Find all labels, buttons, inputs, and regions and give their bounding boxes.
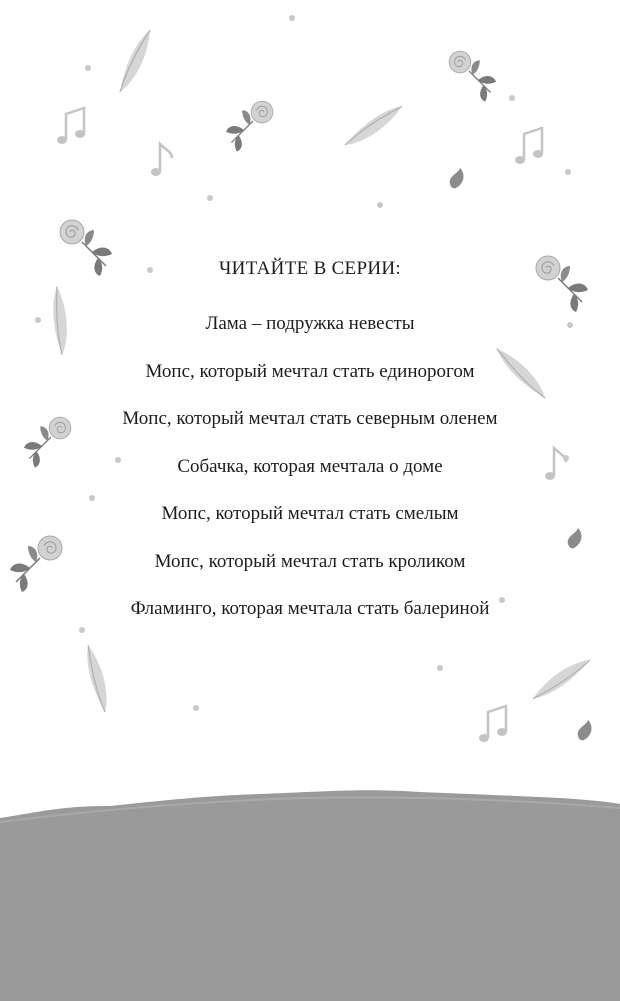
book-title: Мопс, который мечтал стать кроликом <box>154 550 466 572</box>
book-title: Мопс, который мечтал стать единорогом <box>145 360 475 382</box>
book-title: Мопс, который мечтал стать смелым <box>161 503 459 524</box>
book-title: Лама – подружка невесты <box>205 313 415 334</box>
series-list-section <box>0 258 620 647</box>
page-title: ЧИТАЙТЕ В СЕРИИ: <box>219 258 401 279</box>
book-title: Собачка, которая мечтала о доме <box>177 455 443 477</box>
book-title: Фламинго, которая мечтала стать балериной <box>130 598 490 619</box>
book-list <box>0 314 620 647</box>
book-title: Мопс, который мечтал стать северным оленем <box>122 408 498 429</box>
